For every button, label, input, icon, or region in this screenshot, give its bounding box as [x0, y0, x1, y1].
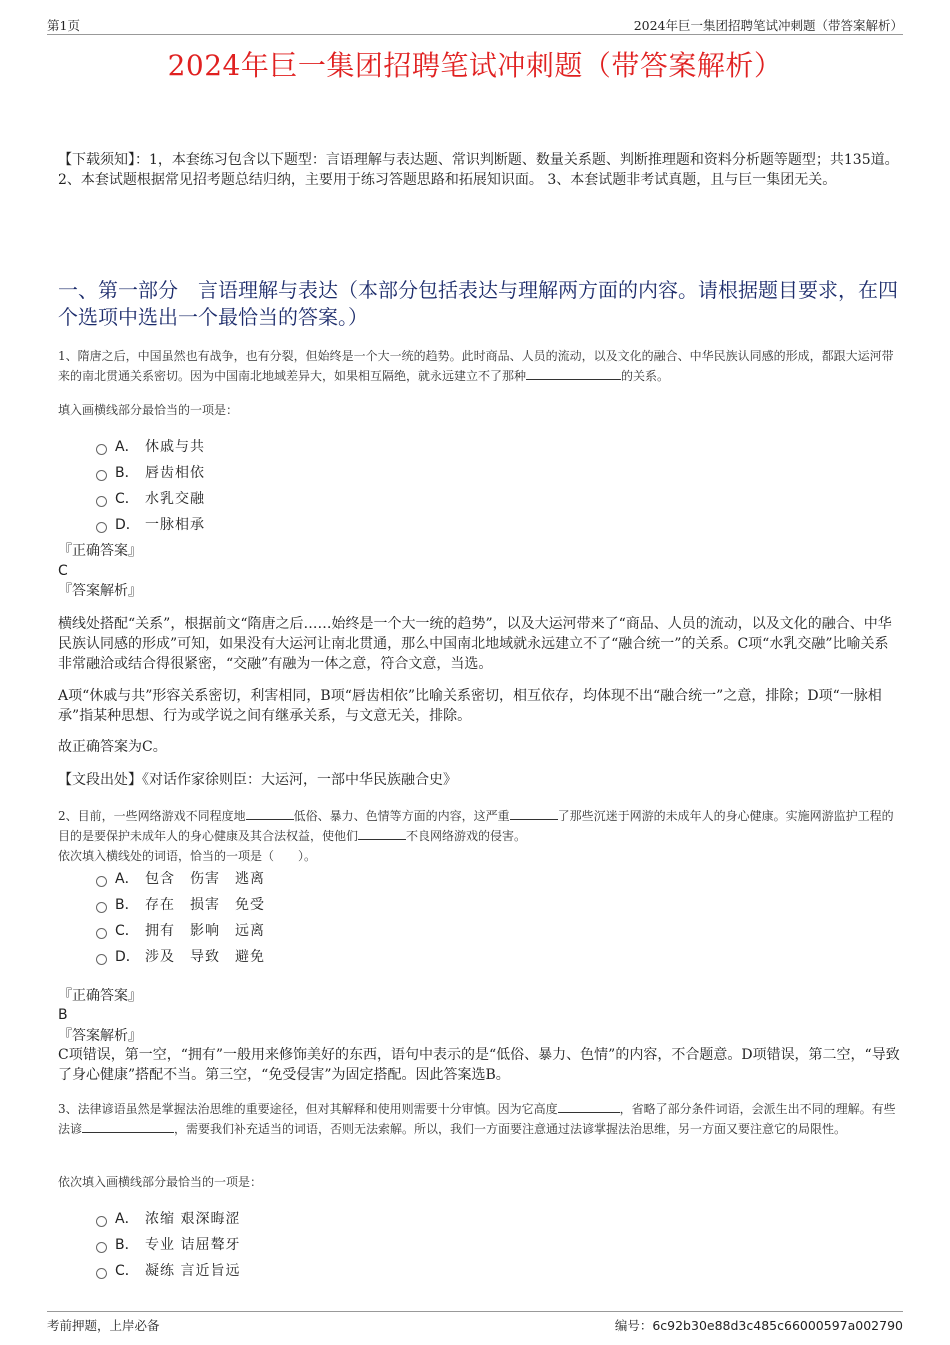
page-footer [47, 1311, 903, 1336]
radio-icon[interactable] [96, 876, 107, 887]
page-number: 第1页 [47, 18, 80, 33]
q1-option-d[interactable]: D． 一脉相承 [96, 511, 205, 537]
footer-doc-id: 编号：6c92b30e88d3c485c66000597a002790 [614, 1318, 903, 1333]
q3-stem: 3、法律谚语虽然是掌握法治思维的重要途径，但对其解释和使用则需要十分审慎。因为它高度 ，省略了部分条件词语，会派生出不同的理解。有些法谚 ，需要我们补充适当的词语，否则无法索解。所以，我们一方面要注意通过法谚掌握法治思维，另一方面又要注意它的局限性。 [58, 1102, 896, 1136]
q1-option-a[interactable]: A． 休戚与共 [96, 433, 205, 459]
q2-blank-2 [510, 807, 558, 820]
q1-prompt: 填入画横线部分最恰当的一项是： [58, 403, 239, 417]
radio-icon[interactable] [96, 496, 107, 507]
q3-prompt: 依次填入画横线部分最恰当的一项是： [58, 1175, 263, 1189]
q2-options [96, 865, 265, 969]
radio-icon[interactable] [96, 1216, 107, 1227]
q1-analysis-1: 横线处搭配“关系”，根据前文“隋唐之后……始终是一个大一统的趋势”，以及大运河带来了“商品、人员的流动，以及文化的融合、中华民族认同感的形成”可知，如果没有大运河让南北贯通，那么中国南北地域就永远建立不了“融合统一”的关系。C项“水乳交融”比喻关系非常融洽或结合得很紧密，“交融”有融为一体之意，符合文意，当选。 [58, 616, 892, 672]
radio-icon[interactable] [96, 1242, 107, 1253]
q3-option-c[interactable]: C． 凝练 言近旨远 [96, 1257, 240, 1283]
section-title: 一、第一部分 言语理解与表达（本部分包括表达与理解两方面的内容。请根据题目要求，在四个选项中选出一个最恰当的答案。） [58, 278, 898, 329]
radio-icon[interactable] [96, 902, 107, 913]
download-notice: 【下载须知】：1，本套练习包含以下题型：言语理解与表达题、常识判断题、数量关系题、判断推理题和资料分析题等题型；共135道。 2、本套试题根据常见招考题总结归纳，主要用于练习答题思路和拓展知识面。 3、本套试题非考试真题，且与巨一集团无关。 [58, 152, 899, 188]
radio-icon[interactable] [96, 522, 107, 533]
q3-blank-1 [558, 1100, 620, 1113]
q2-blank-3 [358, 827, 406, 840]
radio-icon[interactable] [96, 928, 107, 939]
q2-option-d[interactable]: D． 涉及 导致 避免 [96, 943, 265, 969]
q2-option-b[interactable]: B． 存在 损害 免受 [96, 891, 265, 917]
page-title: 2024年巨一集团招聘笔试冲刺题（带答案解析） [167, 49, 783, 82]
q2-stem: 2、目前，一些网络游戏不同程度地 低俗、暴力、色情等方面的内容，这严重 了那些沉迷于网游的未成年人的身心健康。实施网游监护工程的目的是要保护未成年人的身心健康及其合法权益，使他们 不良网络游戏的侵害。 [58, 809, 894, 843]
q1-answer-label: 『正确答案』 [58, 543, 142, 559]
q3-option-b[interactable]: B． 专业 诘屈聱牙 [96, 1231, 240, 1257]
q1-options [96, 433, 205, 537]
q3-options [96, 1205, 240, 1283]
q1-option-b[interactable]: B． 唇齿相依 [96, 459, 205, 485]
q2-prompt: 依次填入横线处的词语，恰当的一项是（ ）。 [58, 849, 317, 863]
q1-conclusion: 故正确答案为C。 [58, 739, 167, 755]
radio-icon[interactable] [96, 954, 107, 965]
q3-blank-2 [82, 1120, 174, 1133]
q1-answer: C [58, 563, 68, 579]
q2-answer: B [58, 1007, 68, 1023]
q1-analysis-label: 『答案解析』 [58, 583, 142, 599]
radio-icon[interactable] [96, 1268, 107, 1279]
q2-answer-label: 『正确答案』 [58, 988, 142, 1004]
page-header [47, 14, 903, 35]
header-doc-title: 2024年巨一集团招聘笔试冲刺题（带答案解析） [633, 18, 903, 33]
q2-option-c[interactable]: C． 拥有 影响 远离 [96, 917, 265, 943]
q2-analysis-label: 『答案解析』 [58, 1028, 142, 1044]
q1-source: 【文段出处】《对话作家徐则臣：大运河，一部中华民族融合史》 [58, 772, 457, 788]
q1-blank [526, 367, 621, 380]
q1-option-c[interactable]: C． 水乳交融 [96, 485, 205, 511]
q3-option-a[interactable]: A． 浓缩 艰深晦涩 [96, 1205, 240, 1231]
q2-option-a[interactable]: A． 包含 伤害 逃离 [96, 865, 265, 891]
radio-icon[interactable] [96, 470, 107, 481]
footer-slogan: 考前押题，上岸必备 [47, 1318, 160, 1333]
q2-analysis: C项错误，第一空，“拥有”一般用来修饰美好的东西，语句中表示的是“低俗、暴力、色情”的内容，不合题意。D项错误，第二空，“导致了身心健康”搭配不当。第三空，“免受侵害”为固定搭配。因此答案选B。 [58, 1047, 900, 1083]
radio-icon[interactable] [96, 444, 107, 455]
q2-blank-1 [246, 807, 294, 820]
q1-stem: 1、隋唐之后，中国虽然也有战争，也有分裂，但始终是一个大一统的趋势。此时商品、人员的流动，以及文化的融合、中华民族认同感的形成，都跟大运河带来的南北贯通关系密切。因为中国南北地域差异大，如果相互隔绝，就永远建立不了那种 的关系。 [58, 349, 894, 383]
q1-analysis-2: A项“休戚与共”形容关系密切，利害相同，B项“唇齿相依”比喻关系密切，相互依存，均体现不出“融合统一”之意，排除；D项“一脉相承”指某种思想、行为或学说之间有继承关系，与文意无关，排除。 [58, 688, 882, 724]
